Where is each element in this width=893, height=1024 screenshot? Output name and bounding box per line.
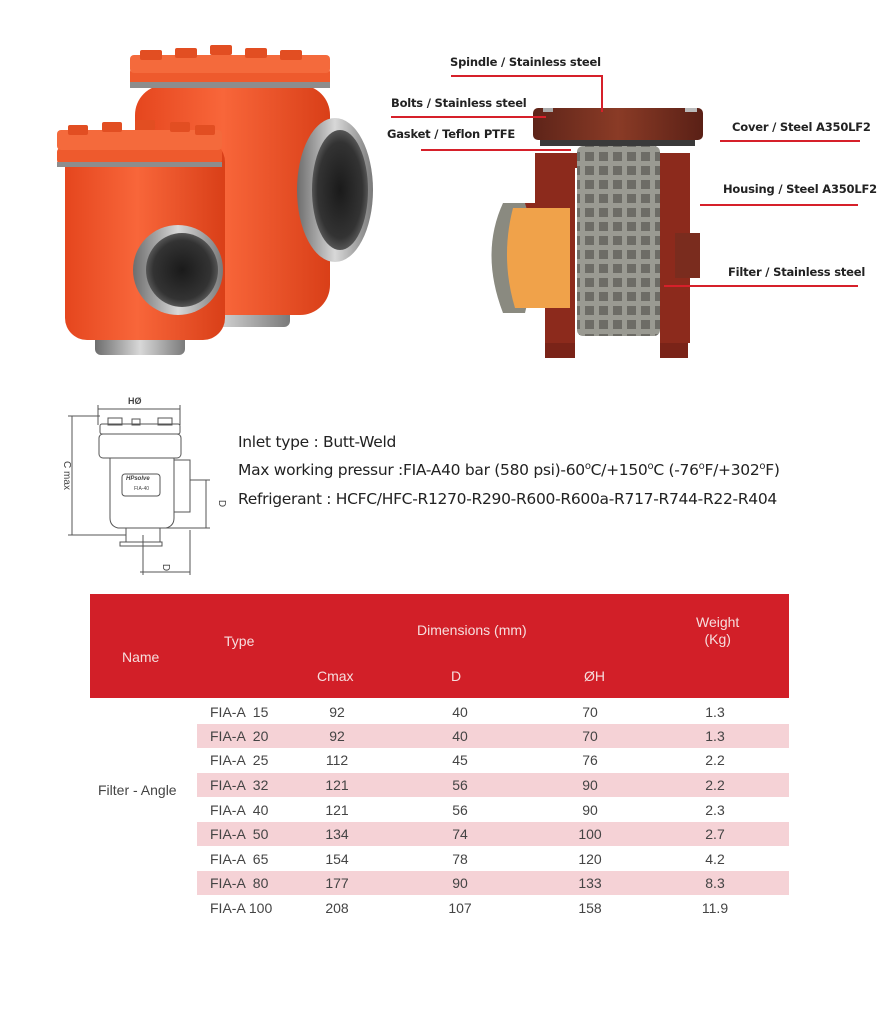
cell-weight: 8.3 bbox=[705, 875, 725, 891]
cell-type: FIA-A 32 bbox=[210, 777, 269, 793]
cell-d: 40 bbox=[452, 704, 468, 720]
th-dimensions: Dimensions (mm) bbox=[417, 622, 527, 638]
callout-gasket: Gasket / Teflon PTFE bbox=[387, 127, 516, 141]
table-row bbox=[90, 896, 789, 920]
cell-weight: 1.3 bbox=[705, 704, 725, 720]
th-weight-line1: Weight bbox=[696, 614, 740, 630]
cell-weight: 4.2 bbox=[705, 851, 725, 867]
cutaway-illustration-icon bbox=[485, 108, 725, 358]
cell-cmax: 177 bbox=[325, 875, 349, 891]
cell-h: 90 bbox=[582, 777, 598, 793]
th-type: Type bbox=[224, 633, 255, 649]
callout-cover-line bbox=[720, 140, 860, 142]
callout-spindle: Spindle / Stainless steel bbox=[450, 55, 601, 69]
cell-d: 78 bbox=[452, 851, 468, 867]
degree-sign: o bbox=[647, 461, 654, 472]
cell-type: FIA-A 65 bbox=[210, 851, 269, 867]
cell-d: 45 bbox=[452, 752, 468, 768]
cell-d: 90 bbox=[452, 875, 468, 891]
cell-cmax: 121 bbox=[325, 802, 349, 818]
th-cmax: Cmax bbox=[317, 668, 354, 684]
cell-cmax: 121 bbox=[325, 777, 349, 793]
table-header bbox=[90, 594, 789, 698]
callout-filter: Filter / Stainless steel bbox=[728, 265, 866, 279]
callout-gasket-line bbox=[421, 149, 571, 151]
cell-cmax: 92 bbox=[329, 728, 345, 744]
table-row bbox=[90, 748, 789, 772]
cell-weight: 2.3 bbox=[705, 802, 725, 818]
cell-weight: 1.3 bbox=[705, 728, 725, 744]
table-row bbox=[90, 822, 789, 846]
valve-illustration-icon bbox=[40, 30, 380, 370]
table-row bbox=[90, 724, 789, 748]
cell-cmax: 92 bbox=[329, 704, 345, 720]
spec-pressure-f1: F/+302 bbox=[704, 461, 760, 480]
th-name: Name bbox=[122, 649, 160, 665]
dimension-drawing-icon bbox=[60, 390, 230, 580]
spec-pressure-c2: C (-76 bbox=[653, 461, 699, 480]
degree-sign: o bbox=[584, 461, 591, 472]
cell-weight: 2.7 bbox=[705, 826, 725, 842]
cell-type: FIA-A 15 bbox=[210, 704, 269, 720]
callout-filter-line bbox=[664, 285, 858, 287]
th-weight bbox=[696, 614, 739, 648]
degree-sign: o bbox=[759, 461, 766, 472]
cell-d: 56 bbox=[452, 802, 468, 818]
cell-cmax: 112 bbox=[325, 752, 349, 768]
label-d-right: D bbox=[216, 499, 228, 508]
table-row bbox=[90, 798, 789, 822]
label-d-bottom: D bbox=[160, 563, 172, 572]
cell-h: 70 bbox=[582, 704, 598, 720]
callout-bolts-line bbox=[391, 116, 546, 118]
dimension-drawing bbox=[60, 390, 230, 580]
table-row bbox=[90, 700, 789, 724]
cell-h: 90 bbox=[582, 802, 598, 818]
spec-max-pressure bbox=[238, 461, 780, 479]
table-row bbox=[90, 847, 789, 871]
cell-h: 158 bbox=[578, 900, 602, 916]
product-photo-angle-filters bbox=[40, 30, 380, 370]
spec-inlet-type: Inlet type : Butt-Weld bbox=[238, 433, 397, 451]
cell-type: FIA-A 20 bbox=[210, 728, 269, 744]
plate-model: FIA-40 bbox=[134, 486, 150, 492]
callout-spindle-line bbox=[451, 75, 603, 77]
cell-h: 120 bbox=[578, 851, 602, 867]
cell-type: FIA-A 100 bbox=[210, 900, 273, 916]
cell-weight: 2.2 bbox=[705, 752, 725, 768]
callout-bolts: Bolts / Stainless steel bbox=[391, 96, 527, 110]
cell-weight: 2.2 bbox=[705, 777, 725, 793]
cell-type: FIA-A 25 bbox=[210, 752, 269, 768]
cell-d: 40 bbox=[452, 728, 468, 744]
group-name-filter-angle: Filter - Angle bbox=[98, 782, 177, 798]
spec-pressure-c1: C/+150 bbox=[590, 461, 648, 480]
cell-h: 133 bbox=[578, 875, 602, 891]
callout-spindle-leader bbox=[601, 75, 603, 112]
cell-type: FIA-A 40 bbox=[210, 802, 269, 818]
th-h: ØH bbox=[584, 668, 605, 684]
callout-cover: Cover / Steel A350LF2 bbox=[732, 120, 871, 134]
cell-h: 70 bbox=[582, 728, 598, 744]
th-d: D bbox=[451, 668, 462, 684]
spec-pressure-f2: F) bbox=[765, 461, 780, 480]
cell-type: FIA-A 80 bbox=[210, 875, 269, 891]
callout-housing-line bbox=[700, 204, 858, 206]
table-row bbox=[90, 871, 789, 895]
cell-h: 76 bbox=[582, 752, 598, 768]
cell-d: 74 bbox=[452, 826, 468, 842]
cell-d: 107 bbox=[448, 900, 472, 916]
cell-cmax: 208 bbox=[325, 900, 349, 916]
cell-cmax: 154 bbox=[325, 851, 349, 867]
th-weight-line2: (Kg) bbox=[704, 631, 731, 647]
cell-type: FIA-A 50 bbox=[210, 826, 269, 842]
label-cmax: C max bbox=[60, 461, 72, 490]
spec-refrigerant: Refrigerant : HCFC/HFC-R1270-R290-R600-R600a-R717-R744-R22-R404 bbox=[238, 490, 777, 508]
cell-d: 56 bbox=[452, 777, 468, 793]
plate-brand: HPsolve bbox=[126, 476, 150, 482]
spec-pressure-prefix: Max working pressur :FIA-A40 bar (580 psi)-60 bbox=[238, 461, 585, 480]
label-h-diameter: HØ bbox=[128, 396, 142, 406]
cell-cmax: 134 bbox=[325, 826, 349, 842]
cell-h: 100 bbox=[578, 826, 602, 842]
cutaway-photo bbox=[485, 108, 725, 358]
cell-weight: 11.9 bbox=[701, 900, 729, 916]
table-row bbox=[90, 773, 789, 797]
callout-housing: Housing / Steel A350LF2 bbox=[723, 182, 877, 196]
degree-sign: o bbox=[698, 461, 705, 472]
